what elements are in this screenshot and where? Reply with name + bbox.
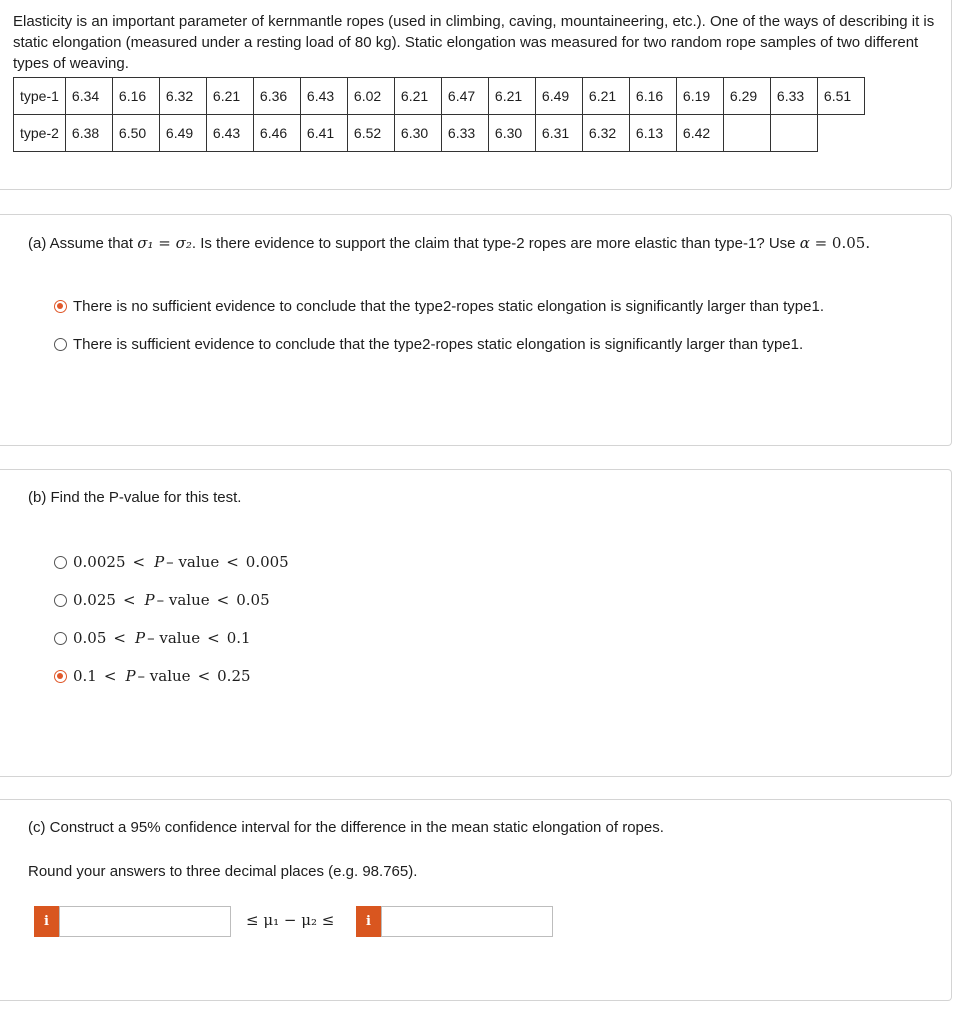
- info-icon-lower[interactable]: i: [34, 906, 59, 937]
- table-cell: 6.02: [347, 78, 394, 115]
- table-cell: 6.33: [770, 78, 817, 115]
- problem-intro: [0, 0, 952, 190]
- intro-text: Elasticity is an important parameter of kernmantle ropes (used in climbing, caving, mountaineering, etc.). One of the ways of describing it is static elongation (measured under a resting load of 80 kg). Static elongation was measured for two random rope samples of two different types of weaving.: [13, 13, 935, 72]
- part-a-option-2[interactable]: [54, 336, 803, 353]
- p-value-option-1[interactable]: [54, 553, 289, 571]
- table-cell: [723, 115, 770, 152]
- table-cell: [770, 115, 817, 152]
- table-cell: 6.16: [112, 78, 159, 115]
- table-cell: 6.43: [300, 78, 347, 115]
- value-text: – value: [156, 591, 210, 609]
- part-c-panel: [0, 799, 952, 1001]
- part-c-instruction: Round your answers to three decimal places (e.g. 98.765).: [28, 863, 418, 880]
- data-table: [13, 77, 865, 152]
- value-text: – value: [137, 667, 191, 685]
- alpha-value: = 0.05.: [809, 234, 871, 252]
- radio-icon[interactable]: [54, 556, 67, 569]
- part-c-question: (c) Construct a 95% confidence interval for the difference in the mean static elongation of ropes.: [28, 819, 664, 836]
- radio-icon[interactable]: [54, 632, 67, 645]
- table-cell: 6.49: [535, 78, 582, 115]
- table-cell: 6.33: [441, 115, 488, 152]
- part-b-question: (b) Find the P-value for this test.: [28, 489, 242, 506]
- part-a-suffix: . Is there evidence to support the claim that type-2 ropes are more elastic than type-1? Use: [191, 235, 800, 252]
- p-value-high: 0.005: [245, 553, 289, 571]
- p-value-high: 0.1: [226, 629, 251, 647]
- p-symbol: P: [125, 667, 136, 685]
- table-cell: 6.19: [676, 78, 723, 115]
- table-cell: 6.31: [535, 115, 582, 152]
- table-cell: 6.29: [723, 78, 770, 115]
- p-value-low: 0.05: [73, 629, 107, 647]
- table-cell: 6.13: [629, 115, 676, 152]
- table-cell: 6.21: [206, 78, 253, 115]
- table-cell: 6.32: [582, 115, 629, 152]
- radio-icon[interactable]: [54, 300, 67, 313]
- value-text: – value: [166, 553, 220, 571]
- table-cell: 6.21: [488, 78, 535, 115]
- option-label: There is no sufficient evidence to conclude that the type2-ropes static elongation is significantly larger than type1.: [73, 298, 824, 315]
- option-label: There is sufficient evidence to conclude that the type2-ropes static elongation is significantly larger than type1.: [73, 336, 804, 353]
- part-a-question: [28, 234, 870, 252]
- alpha-symbol: α: [799, 234, 810, 252]
- lt-sign: <: [103, 667, 117, 685]
- part-a-panel: [0, 214, 952, 446]
- radio-icon[interactable]: [54, 594, 67, 607]
- part-b-panel: [0, 469, 952, 777]
- p-value-high: 0.25: [217, 667, 251, 685]
- p-symbol: P: [134, 629, 146, 647]
- p-symbol: P: [144, 591, 155, 609]
- table-cell: 6.16: [629, 78, 676, 115]
- radio-icon[interactable]: [54, 670, 67, 683]
- table-cell: 6.46: [253, 115, 300, 152]
- p-value-option-4[interactable]: [54, 667, 251, 685]
- difference-of-means-expression: ≤ μ₁ − μ₂ ≤: [246, 911, 335, 929]
- row-label: type-1: [14, 78, 66, 115]
- p-value-option-2[interactable]: [54, 591, 270, 609]
- table-cell: 6.47: [441, 78, 488, 115]
- info-icon-upper[interactable]: i: [356, 906, 381, 937]
- lt-sign: <: [216, 591, 230, 609]
- lt-sign: <: [113, 629, 126, 647]
- equals-sign: =: [153, 234, 176, 252]
- table-cell: 6.30: [488, 115, 535, 152]
- table-cell: 6.52: [347, 115, 394, 152]
- part-a-prefix: (a) Assume that: [28, 235, 138, 252]
- table-row: [14, 78, 865, 115]
- table-cell: 6.34: [65, 78, 112, 115]
- table-cell: 6.21: [394, 78, 441, 115]
- part-a-option-1[interactable]: [54, 298, 824, 315]
- table-cell: 6.36: [253, 78, 300, 115]
- p-symbol: P: [154, 553, 165, 571]
- table-cell: 6.50: [112, 115, 159, 152]
- table-cell: 6.43: [206, 115, 253, 152]
- sigma-1: σ₁: [137, 234, 154, 252]
- p-value-low: 0.0025: [73, 553, 126, 571]
- p-value-low: 0.1: [73, 667, 97, 685]
- table-cell: 6.32: [159, 78, 206, 115]
- table-cell: 6.30: [394, 115, 441, 152]
- table-cell: 6.51: [817, 78, 864, 115]
- radio-icon[interactable]: [54, 338, 67, 351]
- lt-sign: <: [226, 553, 239, 571]
- lower-bound-input[interactable]: [59, 906, 231, 937]
- upper-bound-input[interactable]: [381, 906, 553, 937]
- lt-sign: <: [197, 667, 211, 685]
- p-value-option-3[interactable]: [54, 629, 251, 647]
- table-cell: 6.21: [582, 78, 629, 115]
- table-cell: 6.49: [159, 115, 206, 152]
- table-cell: 6.41: [300, 115, 347, 152]
- lt-sign: <: [207, 629, 220, 647]
- sigma-2: σ₂: [175, 234, 192, 252]
- lt-sign: <: [132, 553, 146, 571]
- row-label: type-2: [14, 115, 66, 152]
- table-cell: 6.42: [676, 115, 723, 152]
- p-value-low: 0.025: [73, 591, 116, 609]
- table-cell: 6.38: [65, 115, 112, 152]
- value-text: – value: [147, 629, 201, 647]
- lt-sign: <: [122, 591, 136, 609]
- p-value-high: 0.05: [236, 591, 270, 609]
- table-row: [14, 115, 865, 152]
